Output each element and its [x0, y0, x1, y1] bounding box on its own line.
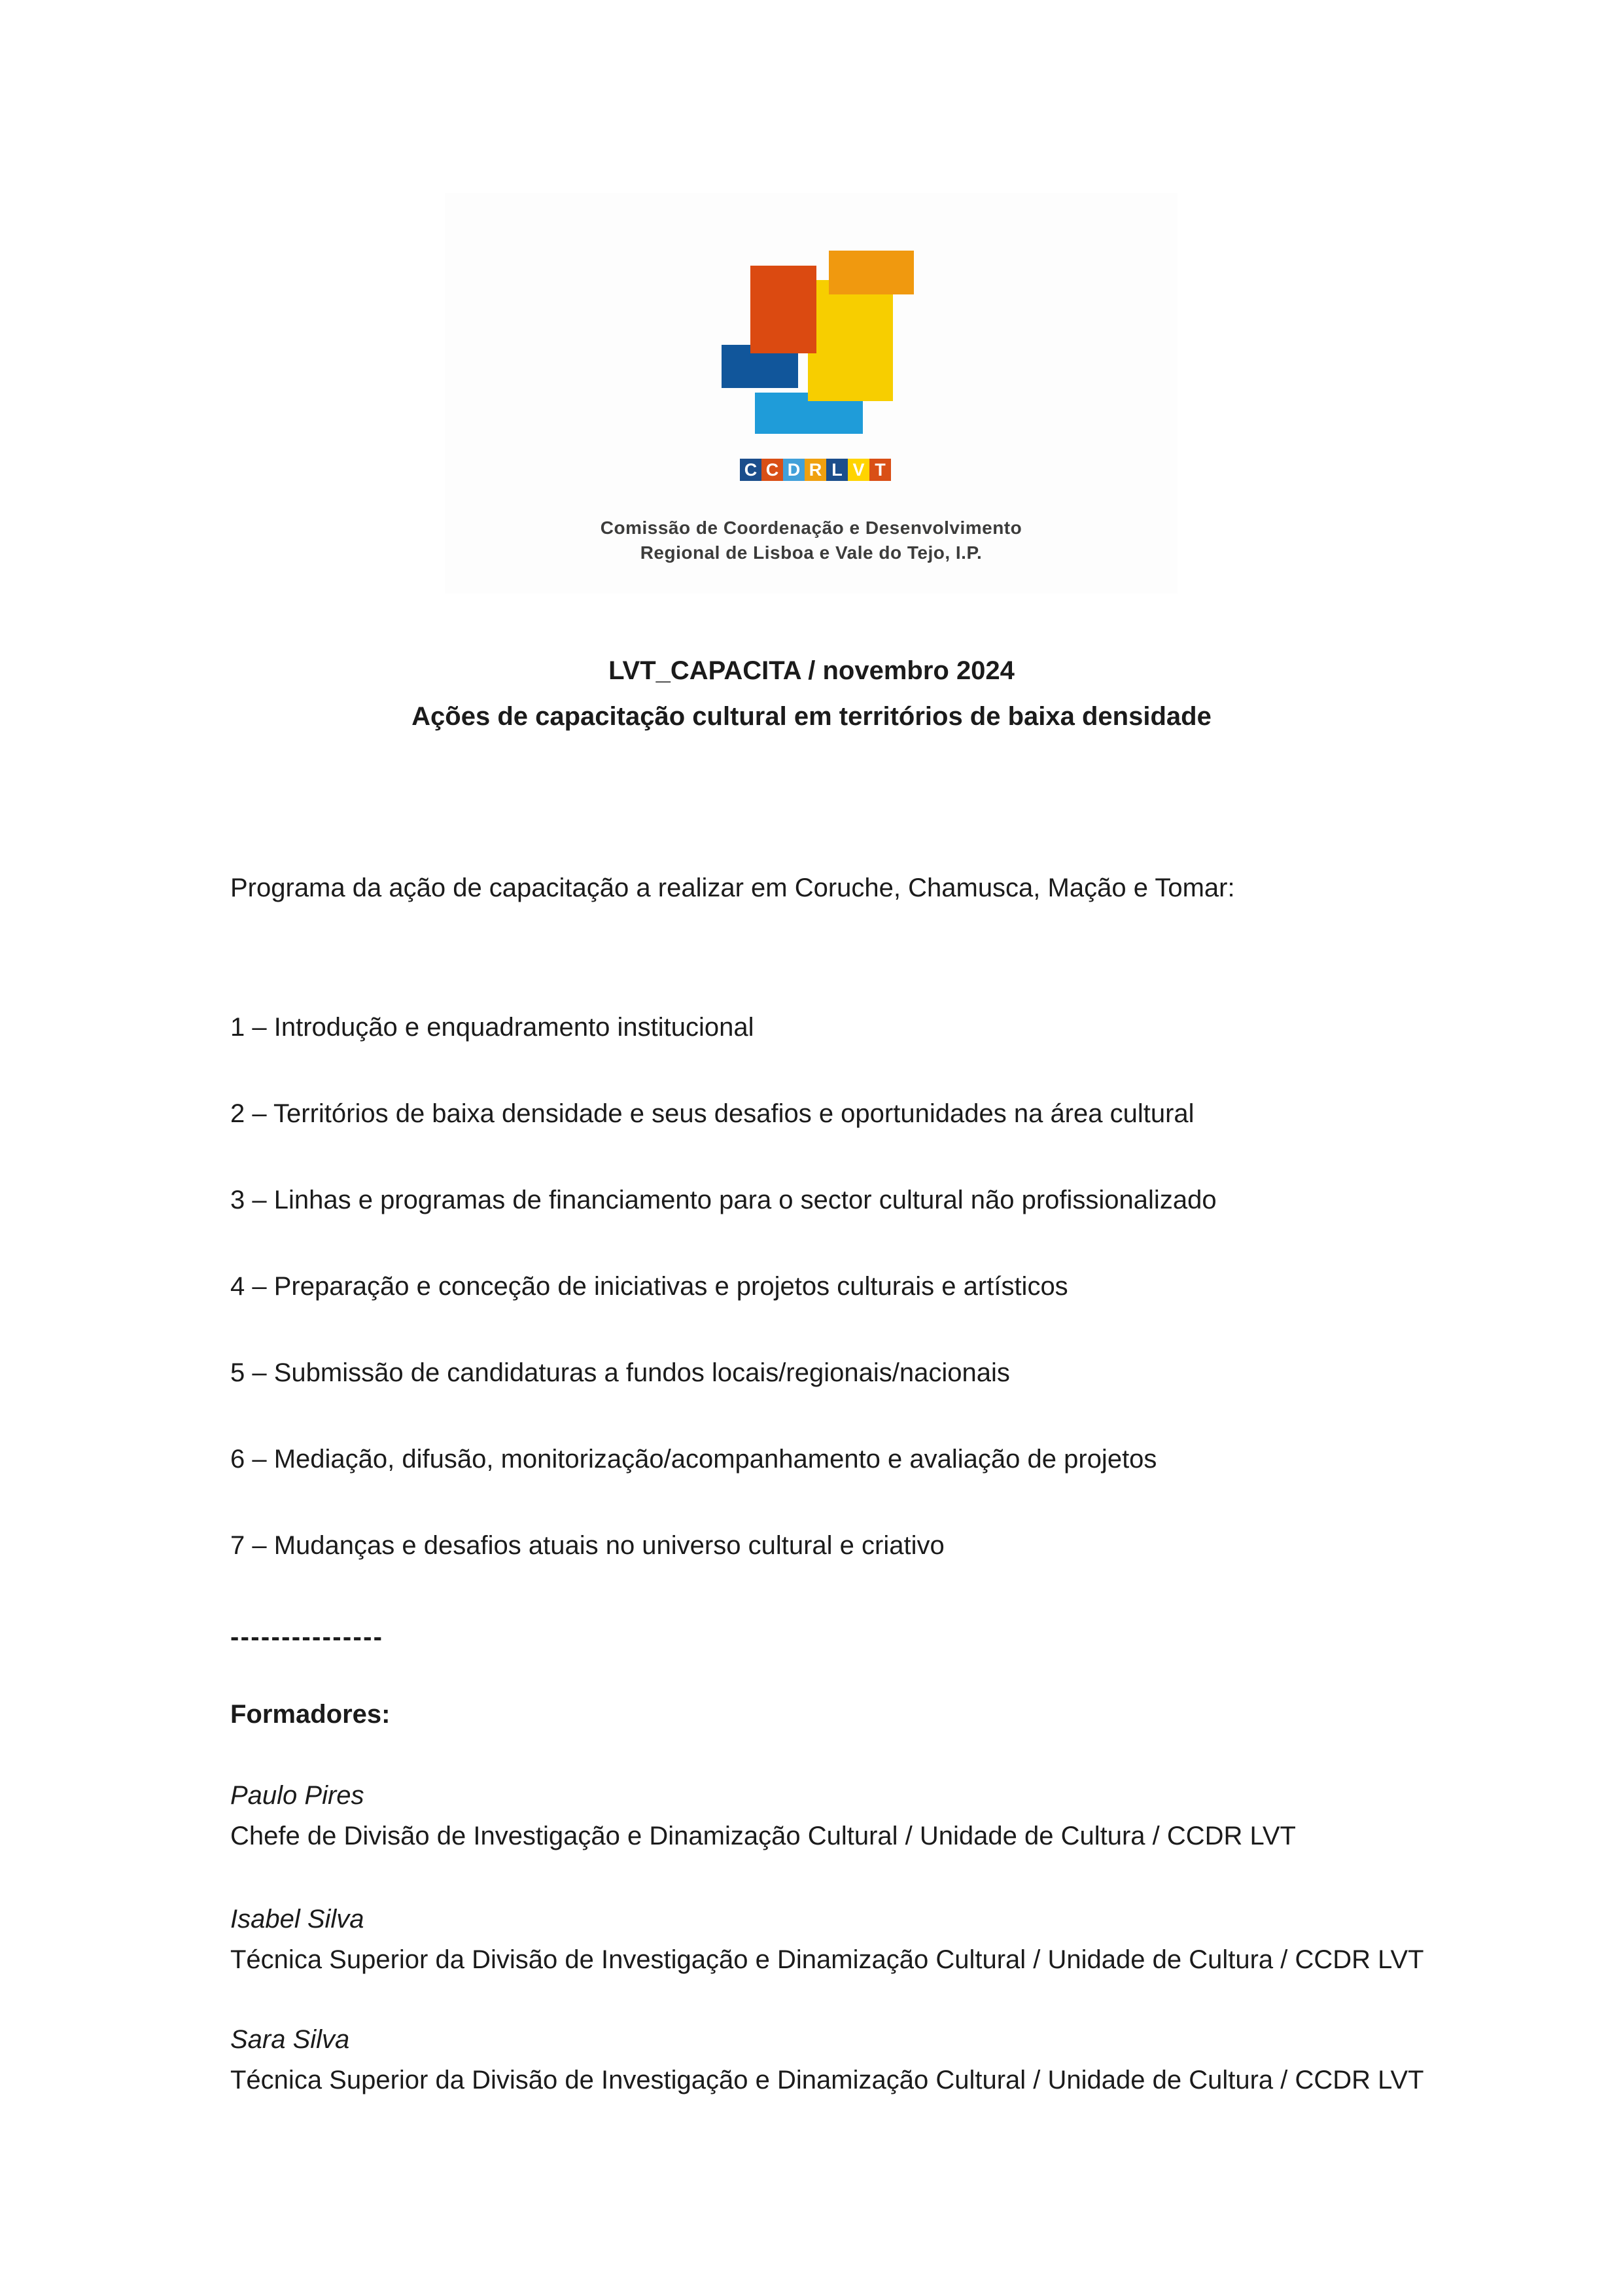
intro-paragraph: Programa da ação de capacitação a realizar em Coruche, Chamusca, Mação e Tomar: [230, 874, 1235, 902]
trainer-role: Técnica Superior da Divisão de Investigação e Dinamização Cultural / Unidade de Cultura / CCDR LVT [230, 2066, 1424, 2094]
trainer-name: Paulo Pires [230, 1781, 364, 1810]
logo-letter-tile: C [761, 459, 783, 481]
org-name-line2: Regional de Lisboa e Vale do Tejo, I.P. [640, 542, 983, 563]
program-item-7: 7 – Mudanças e desafios atuais no universo cultural e criativo [230, 1531, 945, 1560]
logo-rect-red [750, 266, 816, 353]
logo-letter-tile: V [848, 459, 869, 481]
logo-rect-yellow [808, 280, 893, 401]
logo-letter-tile: R [805, 459, 826, 481]
program-item-5: 5 – Submissão de candidaturas a fundos locais/regionais/nacionais [230, 1358, 1010, 1387]
document-title: LVT_CAPACITA / novembro 2024 [608, 656, 1015, 685]
logo-rect-orange [829, 251, 914, 294]
logo-letter-tile: C [740, 459, 761, 481]
program-item-4: 4 – Preparação e conceção de iniciativas e projetos culturais e artísticos [230, 1272, 1068, 1301]
logo-wordmark [740, 459, 891, 481]
trainer-name: Sara Silva [230, 2025, 350, 2054]
ccdr-lvt-logo [445, 193, 1178, 593]
divider-dashes: --------------- [230, 1623, 384, 1651]
logo-letter-tile: L [826, 459, 848, 481]
logo-letter-tile: T [869, 459, 891, 481]
trainer-name: Isabel Silva [230, 1905, 364, 1934]
trainers-heading: Formadores: [230, 1700, 391, 1729]
program-item-3: 3 – Linhas e programas de financiamento para o sector cultural não profissionalizado [230, 1186, 1217, 1214]
document-subtitle: Ações de capacitação cultural em territórios de baixa densidade [411, 702, 1212, 731]
trainer-role: Chefe de Divisão de Investigação e Dinamização Cultural / Unidade de Cultura / CCDR LVT [230, 1822, 1296, 1850]
org-name-line1: Comissão de Coordenação e Desenvolvimento [600, 518, 1022, 538]
logo-letter-tile: D [783, 459, 805, 481]
trainer-role: Técnica Superior da Divisão de Investigação e Dinamização Cultural / Unidade de Cultura / CCDR LVT [230, 1945, 1424, 1974]
program-item-2: 2 – Territórios de baixa densidade e seus desafios e oportunidades na área cultural [230, 1099, 1195, 1128]
program-item-1: 1 – Introdução e enquadramento institucional [230, 1013, 754, 1042]
program-item-6: 6 – Mediação, difusão, monitorização/acompanhamento e avaliação de projetos [230, 1445, 1157, 1474]
